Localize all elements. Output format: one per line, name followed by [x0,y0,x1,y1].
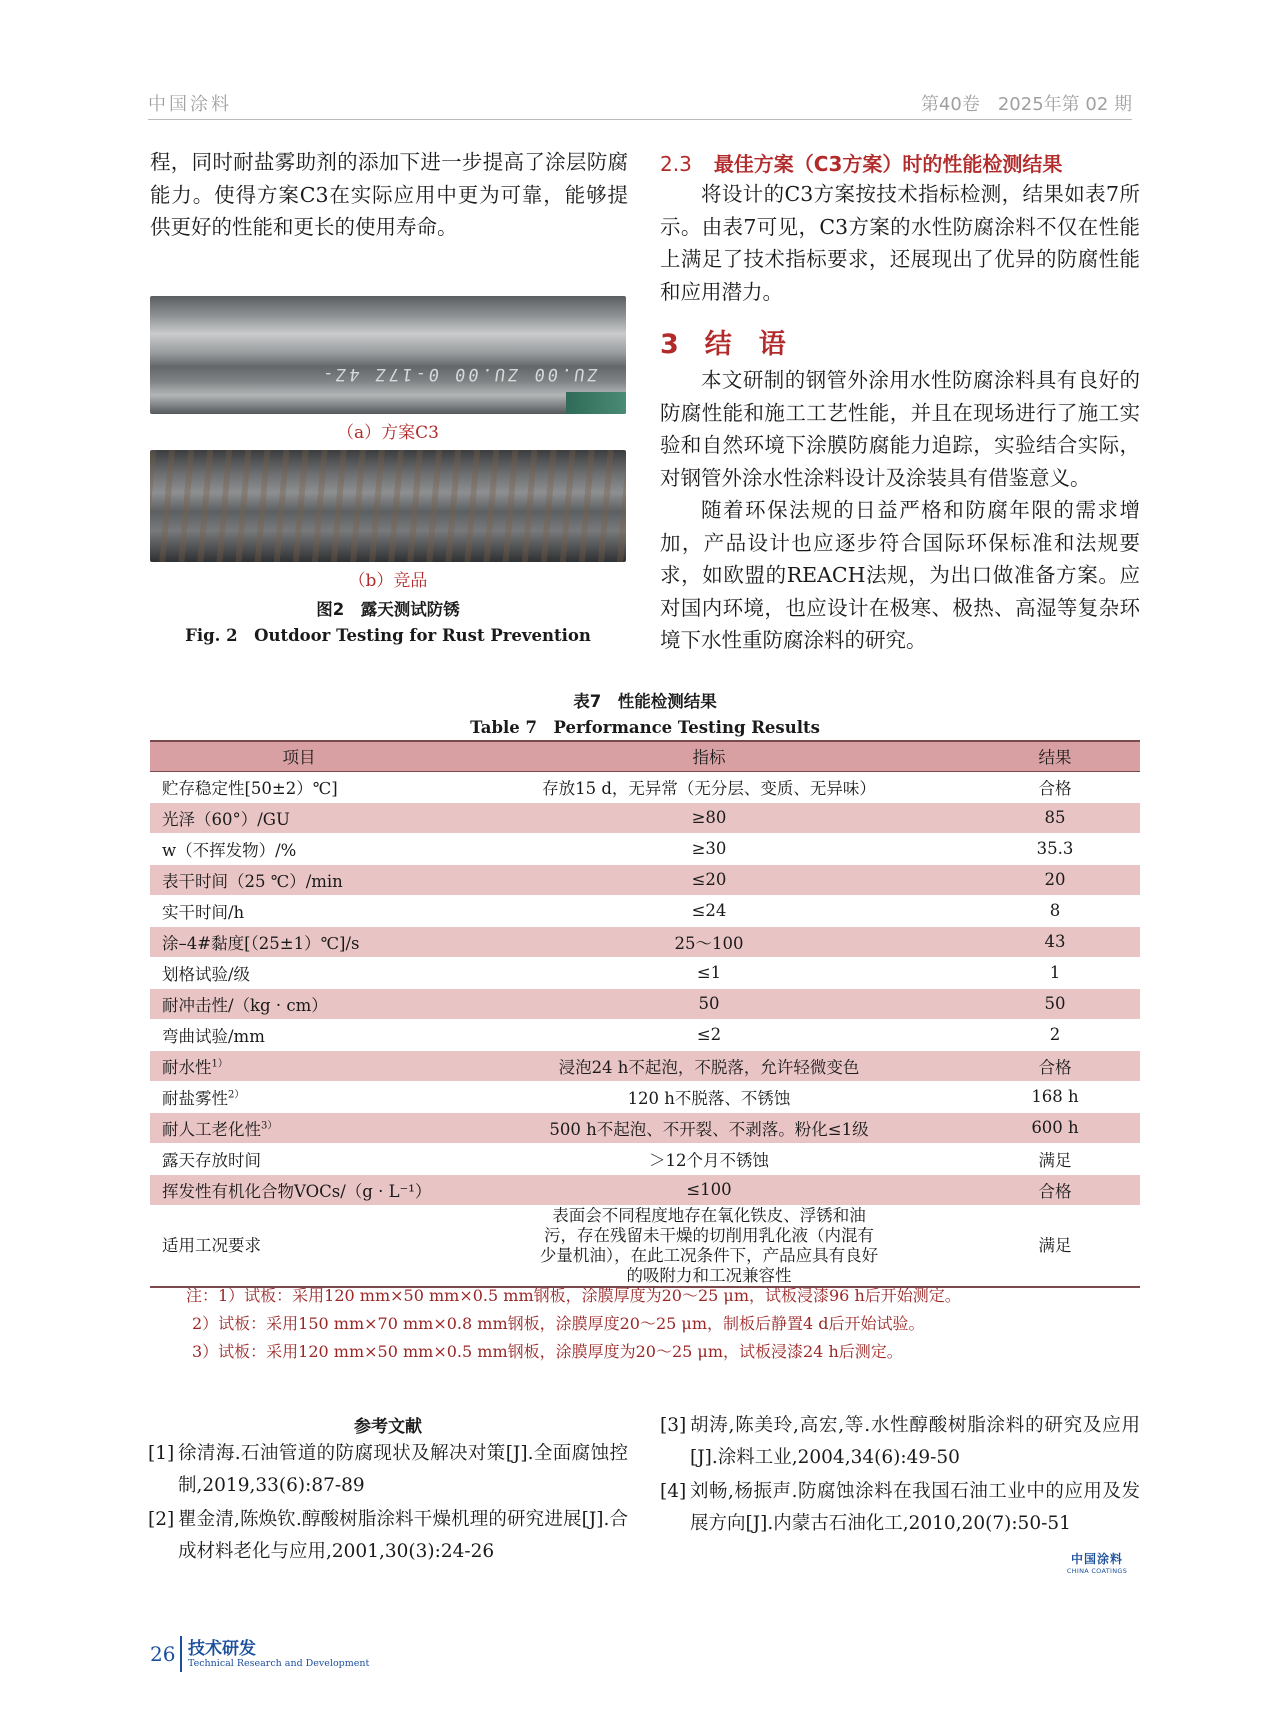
row-result: 168 h [970,1081,1140,1112]
table-header-row [150,741,1140,771]
row-spec: 浸泡24 h不起泡，不脱落，允许轻微变色 [448,1050,970,1081]
table-row [150,1174,1140,1205]
row-spec: 25～100 [448,926,970,957]
row-item: 涂–4#黏度[（25±1）℃]/s [150,926,448,957]
table-header-spec: 指标 [448,741,970,771]
row-item: 贮存稳定性[50±2）℃] [150,771,448,802]
row-spec: ≥80 [448,802,970,833]
row-result: 1 [970,957,1140,988]
logo-cn: 中国涂料 [1070,1552,1123,1566]
table-row [150,1205,1140,1287]
row-result: 600 h [970,1112,1140,1143]
row-item: 光泽（60°）/GU [150,802,448,833]
row-item: 表干时间（25 ℃）/min [150,864,448,895]
row-result: 合格 [970,1050,1140,1081]
section-3-paragraph-1: 本文研制的钢管外涂用水性防腐涂料具有良好的防腐性能和施工工艺性能，并且在现场进行了施工实验和自然环境下涂膜防腐能力追踪，实验结合实际，对钢管外涂水性涂料设计及涂装具有借鉴意义。 [660,368,1140,490]
section-3-paragraph-2: 随着环保法规的日益严格和防腐年限的需求增加，产品设计也应逐步符合国际环保标准和法规要求，如欧盟的REACH法规，为出口做准备方案。应对国内环境，也应设计在极寒、极热、高湿等复杂环境下水性重防腐涂料的研究。 [660,498,1140,652]
table-row [150,833,1140,864]
row-item: 挥发性有机化合物VOCs/（g · L⁻¹） [150,1174,448,1205]
reference-item [148,1504,628,1568]
row-item: 划格试验/级 [150,957,448,988]
row-spec: ≤100 [448,1174,970,1205]
reference-number: [4] [660,1481,687,1502]
page-number: 26 [150,1642,176,1666]
row-item: 耐冲击性/（kg · cm） [150,988,448,1019]
pipe-stand [566,392,626,414]
row-spec: ≤2 [448,1019,970,1050]
table-row [150,864,1140,895]
performance-table [150,740,1140,1288]
section-2-3-text: 将设计的C3方案按技术指标检测，结果如表7所示。由表7可见，C3方案的水性防腐涂料不仅在性能上满足了技术指标要求，还展现出了优异的防腐性能和应用潜力。 [660,182,1140,304]
row-item-cell [150,1081,448,1112]
row-spec: ≤24 [448,895,970,926]
table-row [150,926,1140,957]
section-3-heading [660,322,1140,361]
table-row [150,988,1140,1019]
table-note-3: 3）试板：采用120 mm×50 mm×0.5 mm钢板，涂膜厚度为20～25 μm，试板浸漆24 h后测定。 [192,1342,903,1361]
table-row [150,957,1140,988]
logo-en: CHINA COATINGS [1066,1567,1128,1575]
reference-item [660,1476,1140,1540]
row-result: 85 [970,802,1140,833]
row-item: 耐盐雾性 [162,1088,228,1108]
reference-text: 刘畅,杨振声.防腐蚀涂料在我国石油工业中的应用及发展方向[J].内蒙古石油化工,2010,20(7):50-51 [690,1481,1140,1534]
table-row [150,1143,1140,1174]
reference-text: 胡涛,陈美玲,高宏,等.水性醇酸树脂涂料的研究及应用[J].涂料工业,2004,34(6):49-50 [690,1415,1140,1468]
table-row [150,802,1140,833]
table-header-item: 项目 [150,741,448,771]
reference-number: [3] [660,1415,687,1436]
table-title-en: Table 7 Performance Testing Results [470,718,820,737]
page-header [148,88,1132,120]
row-spec: 50 [448,988,970,1019]
table-note-1: 注：1）试板：采用120 mm×50 mm×0.5 mm钢板，涂膜厚度为20～25 μm，试板浸漆96 h后开始测定。 [186,1286,961,1305]
row-item: 实干时间/h [150,895,448,926]
table-row [150,771,1140,802]
row-result: 2 [970,1019,1140,1050]
footnote-ref: 3） [261,1120,278,1131]
section-3-number: 3 [660,329,679,360]
row-spec: ≤20 [448,864,970,895]
figure-photo-a [150,296,626,414]
row-result: 合格 [970,1174,1140,1205]
row-result: 20 [970,864,1140,895]
footnote-ref: 2） [228,1089,245,1100]
row-item: 耐水性 [162,1057,212,1077]
row-result: 8 [970,895,1140,926]
row-item-cell [150,1112,448,1143]
row-item-cell [150,1050,448,1081]
caption-b: （b）竞品 [348,571,428,591]
references-title: 参考文献 [354,1417,422,1437]
table-row [150,1019,1140,1050]
table-note-2: 2）试板：采用150 mm×70 mm×0.8 mm钢板，涂膜厚度20～25 μm，制板后静置4 d后开始试验。 [192,1314,925,1333]
row-item: 露天存放时间 [150,1143,448,1174]
figure-photo-b [150,450,626,562]
section-2-3-number: 2.3 [660,152,692,176]
journal-name: 中国涂料 [148,94,232,115]
row-spec: 存放15 d，无异常（无分层、变质、无异味） [448,771,970,802]
reference-text: 瞿金清,陈焕钦.醇酸树脂涂料干燥机理的研究进展[J].合成材料老化与应用,2001,30(3):24-26 [178,1509,628,1562]
references-left [148,1438,628,1570]
figure-title: 图2 露天测试防锈 [316,600,460,619]
row-result: 35.3 [970,833,1140,864]
footer-divider [180,1636,182,1672]
row-spec: 120 h不脱落、不锈蚀 [448,1081,970,1112]
reference-text: 徐清海.石油管道的防腐现状及解决对策[J].全面腐蚀控制,2019,33(6):87-89 [178,1443,628,1496]
reference-number: [2] [148,1509,175,1530]
row-spec: 表面会不同程度地存在氧化铁皮、浮锈和油污，存在残留未干燥的切削用乳化液（内混有少量机油），在此工况条件下，产品应具有良好的吸附力和工况兼容性 [448,1205,970,1287]
issue-info: 第40卷 2025年第 02 期 [920,94,1132,115]
table-row [150,1081,1140,1112]
table-row [150,1050,1140,1081]
footer-section-en: Technical Research and Development [188,1658,370,1669]
table-row [150,895,1140,926]
row-spec: 500 h不起泡、不开裂、不剥落。粉化≤1级 [448,1112,970,1143]
figure-title-en: Fig. 2 Outdoor Testing for Rust Prevention [185,626,591,645]
table-row [150,1112,1140,1143]
section-3-title: 结 语 [704,329,786,360]
row-result: 43 [970,926,1140,957]
reference-item [660,1410,1140,1474]
table-title: 表7 性能检测结果 [573,692,717,711]
pipe-marking-text: ZU.00 ZU.00 0-17Z 4Z- [318,364,600,384]
section-2-3-title: 最佳方案（C3方案）时的性能检测结果 [713,152,1063,176]
footer-section: 技术研发 [188,1639,256,1659]
row-result: 50 [970,988,1140,1019]
caption-a: （a）方案C3 [337,423,439,443]
footnote-ref: 1） [211,1058,228,1069]
row-result: 满足 [970,1143,1140,1174]
row-item: 适用工况要求 [150,1205,448,1287]
row-item: 弯曲试验/mm [150,1019,448,1050]
china-coatings-logo [1062,1550,1132,1575]
row-spec: ＞12个月不锈蚀 [448,1143,970,1174]
row-spec: ≥30 [448,833,970,864]
section-2-3-heading [660,148,1140,177]
row-item: w（不挥发物）/% [150,833,448,864]
left-paragraph: 程，同时耐盐雾助剂的添加下进一步提高了涂层防腐能力。使得方案C3在实际应用中更为可靠，能够提供更好的性能和更长的使用寿命。 [150,150,628,239]
row-spec: ≤1 [448,957,970,988]
reference-number: [1] [148,1443,175,1464]
row-result: 合格 [970,771,1140,802]
reference-item [148,1438,628,1502]
row-result: 满足 [970,1205,1140,1287]
table-notes [186,1282,1146,1366]
row-item: 耐人工老化性 [162,1119,261,1139]
references-right [660,1410,1140,1542]
table-header-result: 结果 [970,741,1140,771]
